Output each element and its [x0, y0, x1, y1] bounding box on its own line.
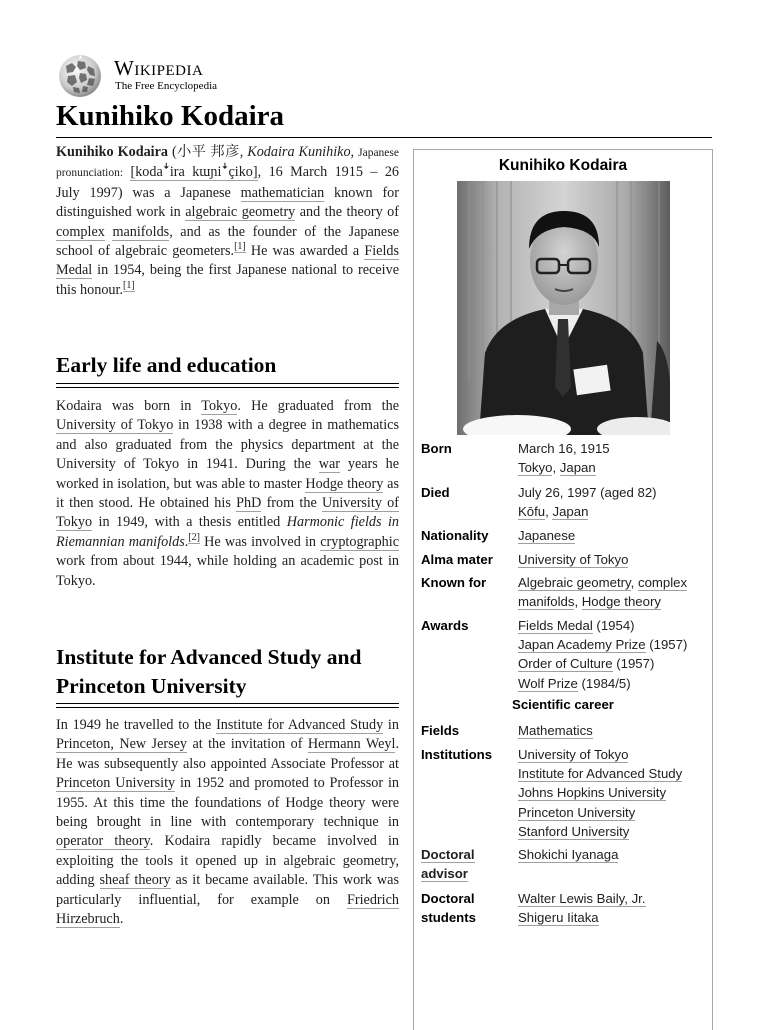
wikipedia-tagline: The Free Encyclopedia [115, 80, 218, 92]
link-doctoral-advisor[interactable]: Doctoral advisor [421, 847, 475, 882]
link-cryptographic[interactable]: cryptographic [320, 533, 400, 550]
title-divider [56, 137, 712, 138]
link-kofu[interactable]: Kōfu [518, 504, 546, 520]
link-japan[interactable]: Japan [552, 504, 589, 520]
link-university-of-tokyo[interactable]: University of Tokyo [518, 747, 629, 762]
wikipedia-wordmark[interactable]: Wikipedia [114, 56, 204, 80]
link-princeton-new-jersey[interactable]: Princeton, New Jersey [56, 736, 188, 753]
link-algebraic-geometry[interactable]: Algebraic geometry [518, 575, 631, 590]
link-shigeru-iitaka[interactable]: Shigeru Iitaka [518, 910, 599, 926]
reference-link[interactable]: [1] [123, 280, 135, 292]
wikipedia-globe-icon[interactable] [56, 54, 104, 98]
portrait-photo[interactable] [457, 181, 670, 435]
link-tokyo[interactable]: Tokyo [518, 460, 553, 476]
link-university-of-tokyo[interactable]: University of Tokyo [56, 495, 399, 531]
link-princeton-university[interactable]: Princeton University [518, 804, 636, 820]
link-japanese[interactable]: Japanese [518, 528, 576, 543]
link-university-of-tokyo[interactable]: University of Tokyo [518, 552, 629, 567]
link-shokichi-iyanaga[interactable]: Shokichi Iyanaga [518, 847, 619, 862]
link-algebraic-geometry[interactable]: algebraic geometry [185, 204, 296, 221]
pronunciation-label: Japanese pronunciation: [56, 147, 399, 180]
link-mathematics[interactable]: Mathematics [518, 723, 593, 738]
link-fields-medal[interactable]: Fields Medal [56, 243, 399, 279]
infobox-title: Kunihiko Kodaira [498, 157, 628, 174]
link-japan[interactable]: Japan [559, 460, 596, 476]
link-fields-medal[interactable]: Fields Medal [518, 618, 593, 633]
kanji-name: 小平 邦彦 [176, 144, 240, 160]
subject-name: Kunihiko Kodaira [56, 144, 169, 160]
link-complex-manifolds[interactable]: complex manifolds [518, 575, 688, 610]
link-walter-lewis-baily[interactable]: Walter Lewis Baily, Jr. [518, 891, 646, 906]
link-complex[interactable]: complex [56, 223, 105, 240]
link-institute-for-advanced-study[interactable]: Institute for Advanced Study [518, 766, 683, 782]
link-phd[interactable]: PhD [236, 495, 262, 512]
site-header [56, 54, 356, 98]
infobox-section-heading: Scientific career [512, 697, 614, 712]
link-stanford-university[interactable]: Stanford University [518, 823, 630, 839]
infobox: Kunihiko Kodaira Born March 16, 1915 Tokyo, Japan Died July 26, 1997 (aged 82) Kōfu, Japan Nationality Japanese Alma mater University of Tokyo Known for Algebraic geometry, complex manifolds, Hodge theory Awards Fields Medal (1954) Japan Academy Prize (1957) Order of Culture (1957) Wolf Prize (1984/5) Scientific career Fields Mathematics Institutions University of Tokyo Institute for Advanced Study Johns Hopkins University Princeton University Stanford University Doctoral advisor Shokichi Iyanaga Doctoral students Walter Lewis Baily, Jr. Shigeru Iitaka [413, 149, 713, 1030]
link-sheaf-theory[interactable]: sheaf theory [99, 872, 171, 889]
link-order-of-culture[interactable]: Order of Culture [518, 656, 613, 672]
link-manifolds[interactable]: manifolds [112, 223, 170, 240]
section-heading-ias-princeton: Institute for Advanced Study and Princeton University [56, 645, 362, 698]
thesis-title: Harmonic fields in Riemannian manifolds [56, 514, 400, 550]
link-mathematician[interactable]: mathematician [240, 184, 325, 201]
link-hodge-theory[interactable]: Hodge theory [581, 594, 661, 610]
page-title: Kunihiko Kodaira [56, 100, 285, 132]
section-divider [56, 703, 399, 708]
portrait-photo-image [457, 181, 670, 435]
link-princeton-university[interactable]: Princeton University [56, 775, 176, 792]
link-university-of-tokyo[interactable]: University of Tokyo [56, 417, 174, 434]
link-tokyo[interactable]: Tokyo [201, 398, 238, 414]
link-operator-theory[interactable]: operator theory [56, 833, 150, 850]
link-war[interactable]: war [318, 456, 341, 473]
link-japan-academy-prize[interactable]: Japan Academy Prize [518, 637, 646, 653]
link-friedrich-hirzebruch[interactable]: Friedrich Hirzebruch [56, 891, 399, 928]
ipa-link[interactable]: [kodaꜜira kɯɲiꜜçiko] [130, 164, 258, 181]
reference-link[interactable]: [1] [234, 241, 246, 253]
link-institute-for-advanced-study[interactable]: Institute for Advanced Study [216, 717, 384, 733]
section-heading-early-life: Early life and education [56, 353, 277, 377]
lead-paragraph: Kunihiko Kodaira (小平 邦彦, Kodaira Kunihiko, Japanese pronunciation: [kodaꜜira kɯɲiꜜçiko], 16 March 1915 – 26 July 1997) was a Japanese mathematician known for distinguished work in algebraic geometry and the theory of complex manifolds, and as the founder of the Japanese school of algebraic geometers.[1] He was awarded a Fields Medal in 1954, being the first Japanese national to receive this honour.[1] [56, 144, 400, 298]
link-wolf-prize[interactable]: Wolf Prize [518, 675, 578, 691]
link-johns-hopkins-university[interactable]: Johns Hopkins University [518, 785, 667, 801]
section-divider [56, 383, 399, 388]
link-hodge-theory[interactable]: Hodge theory [305, 475, 384, 492]
reference-link[interactable]: [2] [188, 532, 200, 544]
section-paragraph-ias-princeton: In 1949 he travelled to the Institute for Advanced Study in Princeton, New Jersey at the invitation of Hermann Weyl. He was subsequently also appointed Associate Professor at Princeton University in 1952 and promoted to Professor in 1955. At this time the foundations of Hodge theory were being brought in line with contemporary technique in operator theory. Kodaira rapidly became involved in exploiting the tools it opened up in algebraic geometry, adding sheaf theory as it became available. This work was particularly influential, for example on Friedrich Hirzebruch. [56, 717, 400, 928]
link-hermann-weyl[interactable]: Hermann Weyl [307, 736, 396, 753]
section-paragraph-early-life: Kodaira was born in Tokyo. He graduated from the University of Tokyo in 1938 with a degree in mathematics and also graduated from the physics department at the University of Tokyo in 1941. During the war years he worked in isolation, but was able to master Hodge theory as it then stood. He obtained his PhD from the University of Tokyo in 1949, with a thesis entitled Harmonic fields in Riemannian manifolds.[2] He was involved in cryptographic work from about 1944, while holding an academic post in Tokyo. [56, 398, 400, 589]
